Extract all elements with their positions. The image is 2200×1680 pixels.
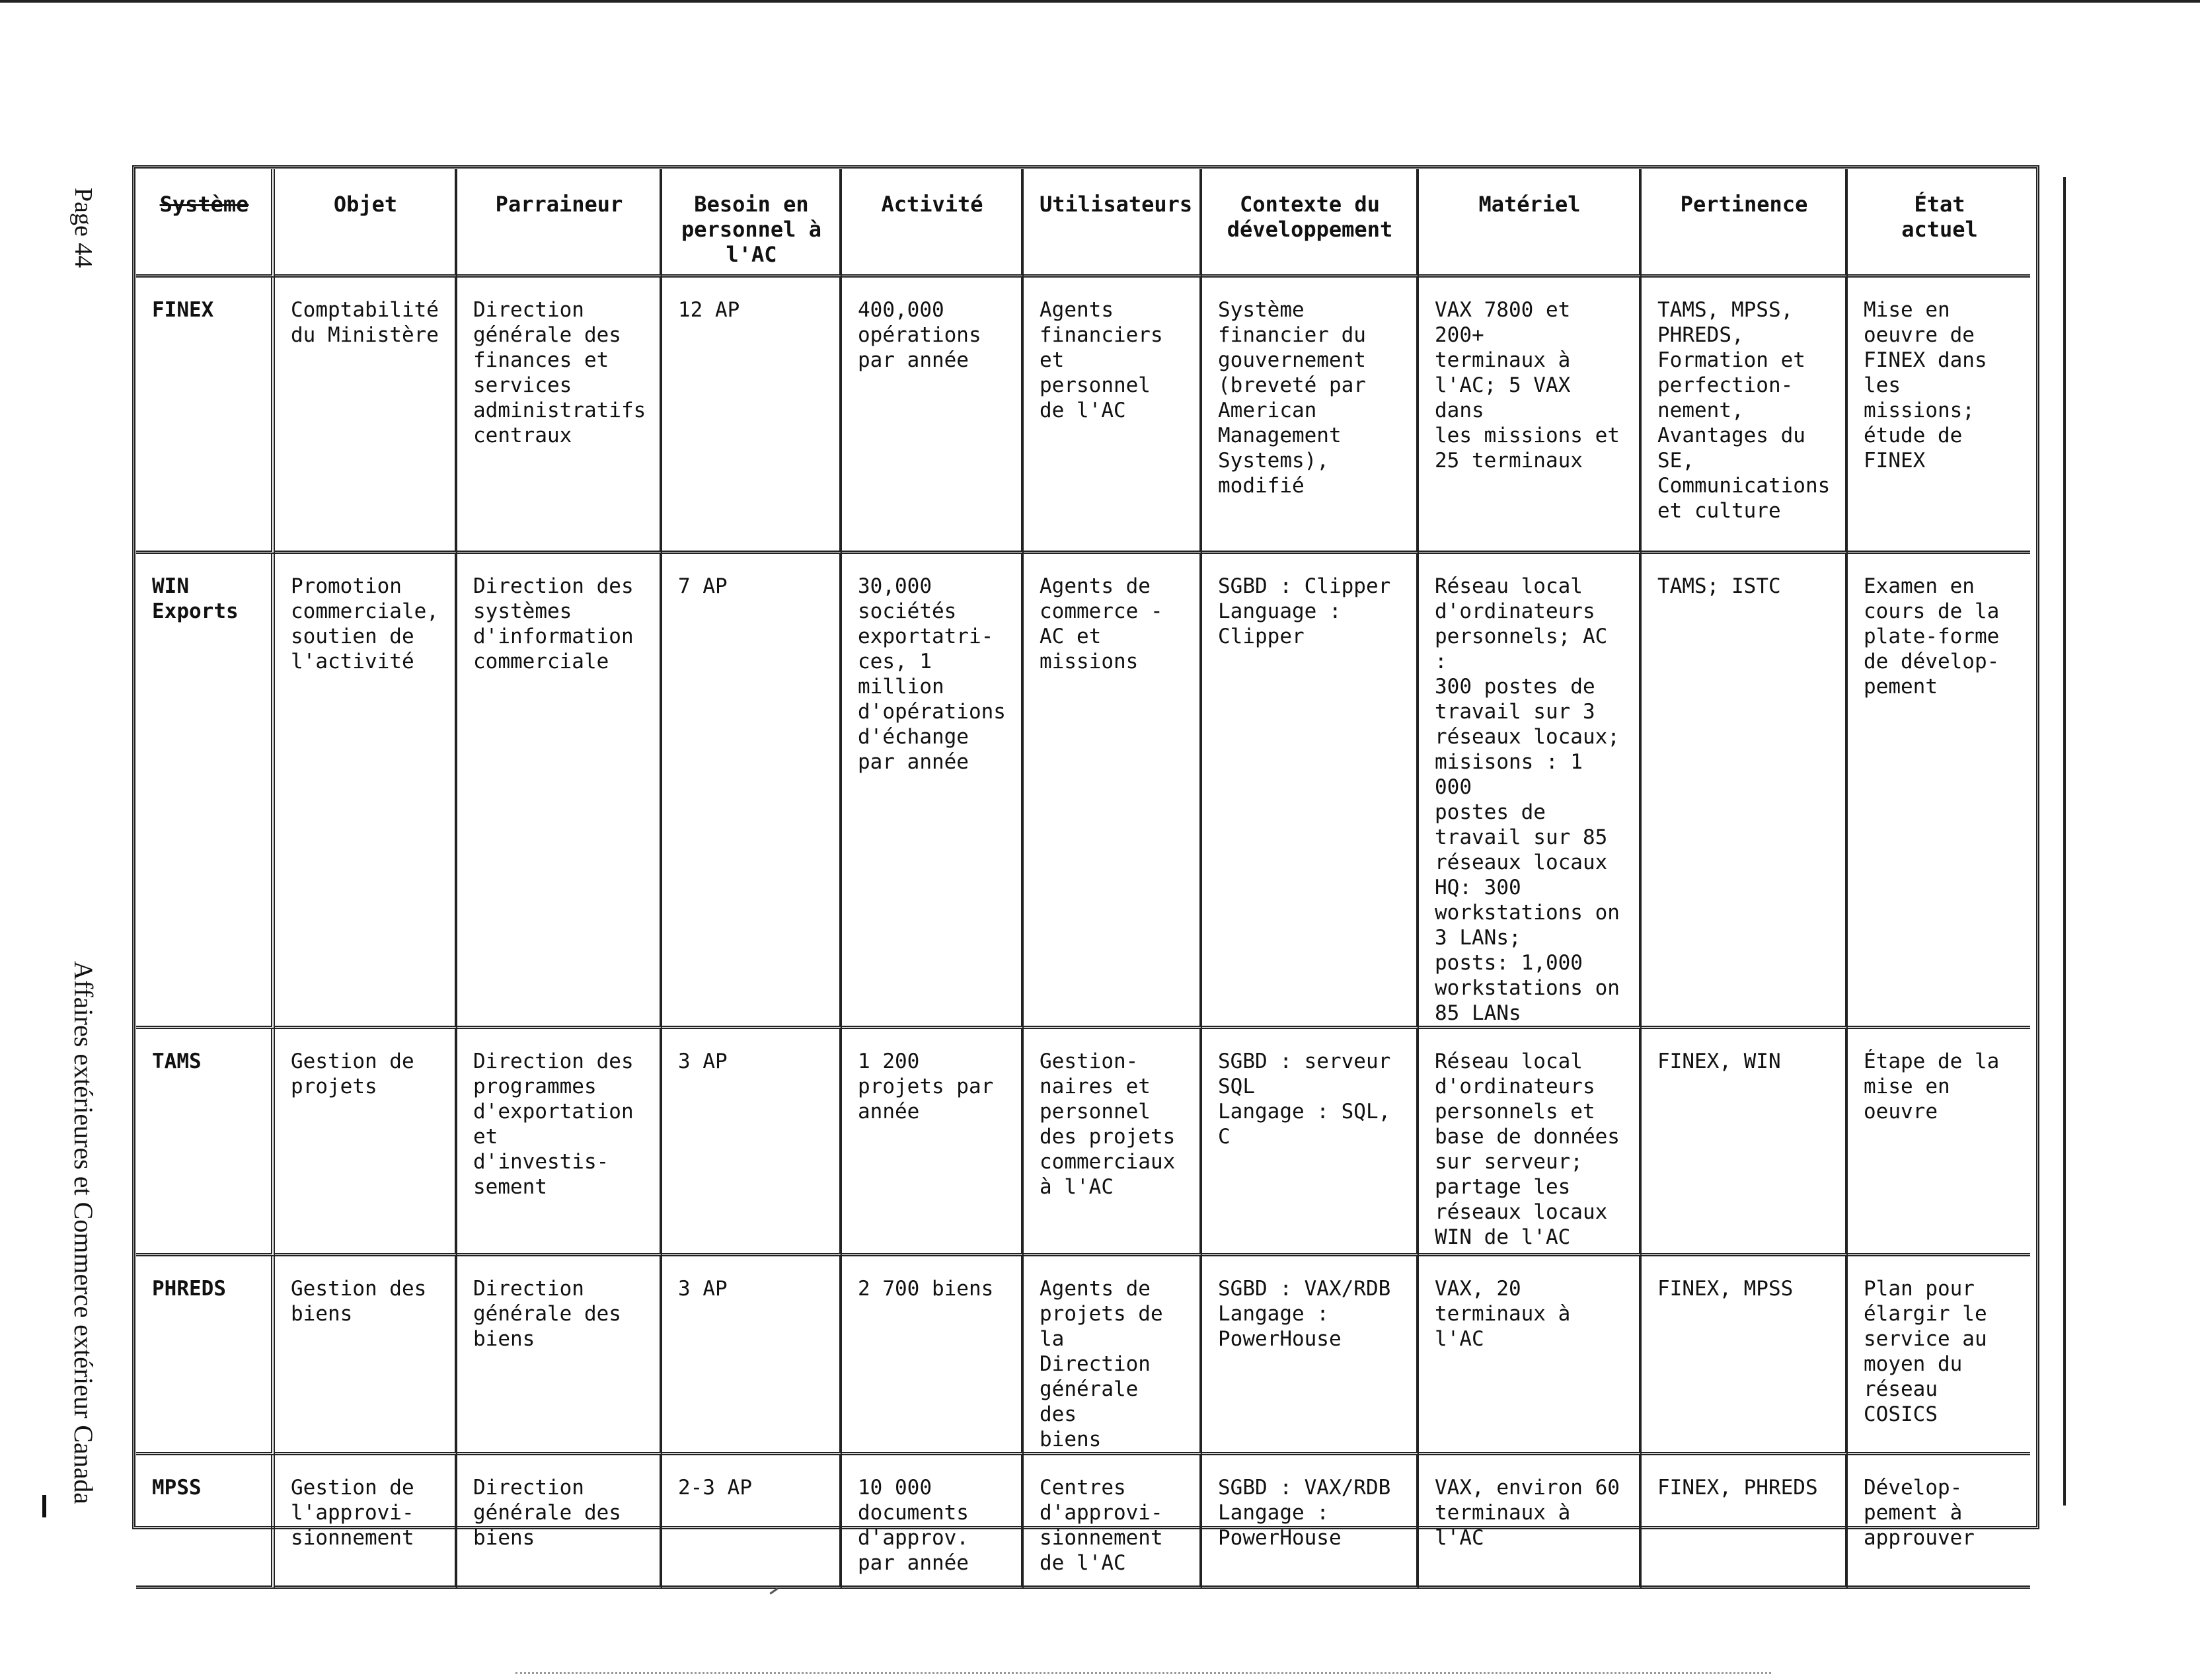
- cell-activite: 1 200 projets par année: [842, 1029, 1024, 1256]
- cell-parraineur: Direction générale des biens: [457, 1256, 662, 1455]
- cell-etat: Dévelop- pement à approuver: [1848, 1455, 2030, 1589]
- table-row: [136, 1455, 2030, 1589]
- cell-parraineur: Direction des systèmes d'information commerciale: [457, 554, 662, 1029]
- cell-besoin: 3 AP: [662, 1029, 842, 1256]
- cell-utilisateurs: Agents de projets de la Direction générale des biens: [1024, 1256, 1202, 1455]
- cell-besoin: 7 AP: [662, 554, 842, 1029]
- right-margin-rule: [2063, 177, 2066, 1506]
- cell-objet: Comptabilité du Ministère: [275, 278, 457, 554]
- cell-etat: Étape de la mise en oeuvre: [1848, 1029, 2030, 1256]
- cell-pertinence: FINEX, WIN: [1642, 1029, 1848, 1256]
- cell-systeme: FINEX: [136, 278, 275, 554]
- cell-etat: Mise en oeuvre de FINEX dans les missions; étude de FINEX: [1848, 278, 2030, 554]
- col-header-etat: État actuel: [1848, 169, 2030, 278]
- table-row: [136, 1029, 2030, 1256]
- cell-utilisateurs: Agents de commerce - AC et missions: [1024, 554, 1202, 1029]
- cell-pertinence: FINEX, MPSS: [1642, 1256, 1848, 1455]
- col-header-besoin: Besoin en personnel à l'AC: [662, 169, 842, 278]
- cell-pertinence: TAMS; ISTC: [1642, 554, 1848, 1029]
- cell-objet: Promotion commerciale, soutien de l'activité: [275, 554, 457, 1029]
- cell-activite: 400,000 opérations par année: [842, 278, 1024, 554]
- cell-contexte: SGBD : Clipper Language : Clipper: [1202, 554, 1419, 1029]
- cell-utilisateurs: Gestion- naires et personnel des projets commerciaux à l'AC: [1024, 1029, 1202, 1256]
- cell-utilisateurs: Agents financiers et personnel de l'AC: [1024, 278, 1202, 554]
- cell-activite: 2 700 biens: [842, 1256, 1024, 1455]
- cell-besoin: 2-3 AP: [662, 1455, 842, 1589]
- scan-edge: [0, 0, 2200, 3]
- cell-activite: 10 000 documents d'approv. par année: [842, 1455, 1024, 1589]
- cell-systeme: MPSS: [136, 1455, 275, 1589]
- margin-mark: [42, 1495, 46, 1517]
- table-row: [136, 278, 2030, 554]
- col-header-activite: Activité: [842, 169, 1024, 278]
- cell-systeme: WIN Exports: [136, 554, 275, 1029]
- col-header-parraineur: Parraineur: [457, 169, 662, 278]
- cell-parraineur: Direction des programmes d'exportation et d'investis- sement: [457, 1029, 662, 1256]
- col-header-materiel: Matériel: [1419, 169, 1642, 278]
- cell-objet: Gestion des biens: [275, 1256, 457, 1455]
- cell-pertinence: TAMS, MPSS, PHREDS, Formation et perfection- nement, Avantages du SE, Communications et culture: [1642, 278, 1848, 554]
- cell-etat: Plan pour élargir le service au moyen du réseau COSICS: [1848, 1256, 2030, 1455]
- cell-materiel: Réseau local d'ordinateurs personnels et base de données sur serveur; partage les réseaux locaux WIN de l'AC: [1419, 1029, 1642, 1256]
- cell-materiel: VAX, 20 terminaux à l'AC: [1419, 1256, 1642, 1455]
- cell-utilisateurs: Centres d'approvi- sionnement de l'AC: [1024, 1455, 1202, 1589]
- col-header-utilisateurs: Utilisateurs: [1024, 169, 1202, 278]
- cell-etat: Examen en cours de la plate-forme de dévelop- pement: [1848, 554, 2030, 1029]
- cell-materiel: VAX, environ 60 terminaux à l'AC: [1419, 1455, 1642, 1589]
- cell-systeme: PHREDS: [136, 1256, 275, 1455]
- cell-materiel: Réseau local d'ordinateurs personnels; AC : 300 postes de travail sur 3 réseaux locaux; misisons : 1 000 postes de travail sur 85 réseaux locaux HQ: 300 workstations on 3 LANs; posts: 1,000 workstations on 85 LANs: [1419, 554, 1642, 1029]
- table-row: [136, 1256, 2030, 1455]
- col-header-contexte: Contexte du développement: [1202, 169, 1419, 278]
- cell-pertinence: FINEX, PHREDS: [1642, 1455, 1848, 1589]
- cell-parraineur: Direction générale des finances et services administratifs centraux: [457, 278, 662, 554]
- page-number: Page 44: [69, 188, 97, 268]
- cell-systeme: TAMS: [136, 1029, 275, 1256]
- cell-objet: Gestion de l'approvi- sionnement: [275, 1455, 457, 1589]
- cell-parraineur: Direction générale des biens: [457, 1455, 662, 1589]
- systems-table: [136, 169, 2030, 1589]
- cell-besoin: 3 AP: [662, 1256, 842, 1455]
- cell-besoin: 12 AP: [662, 278, 842, 554]
- table-row: [136, 554, 2030, 1029]
- scan-bottom-edge: [515, 1672, 1771, 1676]
- cell-activite: 30,000 sociétés exportatri- ces, 1 million d'opérations d'échange par année: [842, 554, 1024, 1029]
- organization-label: Affaires extérieures et Commerce extérieur Canada: [69, 961, 98, 1505]
- col-header-objet: Objet: [275, 169, 457, 278]
- cell-materiel: VAX 7800 et 200+ terminaux à l'AC; 5 VAX dans les missions et 25 terminaux: [1419, 278, 1642, 554]
- cell-contexte: SGBD : VAX/RDB Langage : PowerHouse: [1202, 1455, 1419, 1589]
- header-row: [136, 169, 2030, 278]
- cell-contexte: SGBD : VAX/RDB Langage : PowerHouse: [1202, 1256, 1419, 1455]
- col-header-pertinence: Pertinence: [1642, 169, 1848, 278]
- cell-objet: Gestion de projets: [275, 1029, 457, 1256]
- col-header-systeme: Système: [136, 169, 275, 278]
- cell-contexte: SGBD : serveur SQL Langage : SQL, C: [1202, 1029, 1419, 1256]
- cell-contexte: Système financier du gouvernement (breveté par American Management Systems), modifié: [1202, 278, 1419, 554]
